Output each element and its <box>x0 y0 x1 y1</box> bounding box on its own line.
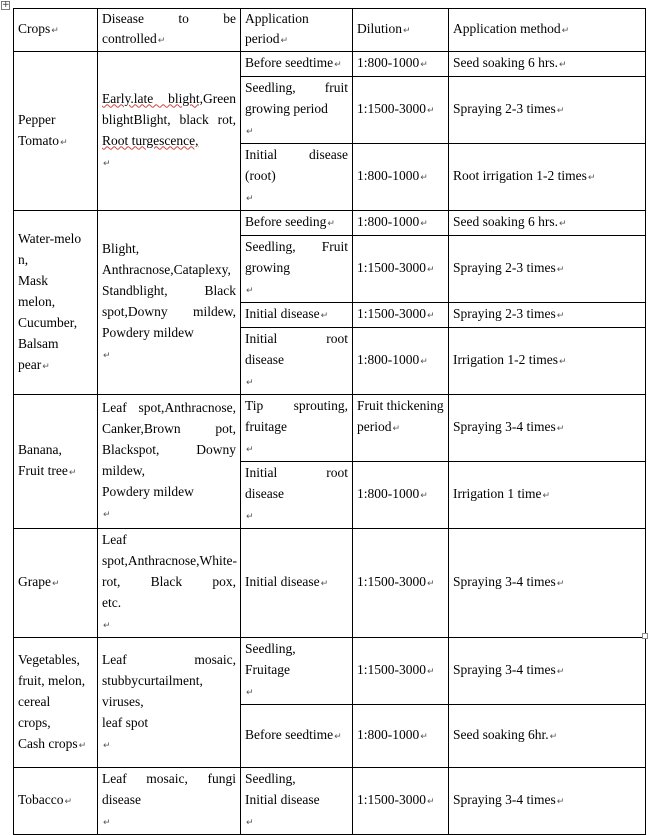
paragraph-mark-icon: ↵ <box>556 424 565 434</box>
period-cell <box>241 303 353 328</box>
cell-line: Initial root <box>245 331 348 346</box>
period-cell <box>241 211 353 236</box>
period-cell <box>241 144 353 211</box>
dilution-value: 1:1500-3000 <box>357 792 426 807</box>
cell-line: fruit, melon, <box>18 672 86 688</box>
paragraph-mark-icon: ↵ <box>420 491 428 501</box>
cell-line: Mask <box>18 272 48 288</box>
method-cell <box>449 144 646 211</box>
cell-line: Before seedtime <box>245 727 334 742</box>
paragraph-mark-icon: ↵ <box>246 688 254 698</box>
cell-line: Anthracnose, Canker, <box>102 400 236 436</box>
paragraph-mark-icon: ↵ <box>51 579 60 589</box>
paragraph-mark-icon: ↵ <box>559 219 567 229</box>
table-row <box>14 395 646 462</box>
disease-cell <box>98 395 241 529</box>
paragraph-mark-icon: ↵ <box>420 732 428 742</box>
header-row <box>14 9 646 52</box>
dilution-cell <box>353 211 449 236</box>
method-value: Root irrigation 1-2 times <box>453 168 587 183</box>
cell-line: growing <box>245 260 290 275</box>
period-cell <box>241 328 353 395</box>
period-cell <box>241 395 353 462</box>
dilution-cell <box>353 395 449 462</box>
cell-line: Balsam pear <box>18 335 59 372</box>
cell-line: Seedling, Fruit <box>245 239 348 254</box>
paragraph-mark-icon: ↵ <box>587 173 596 183</box>
method-value: Spraying 3-4 times <box>453 662 556 677</box>
cell-line: Seedling, <box>245 641 296 656</box>
cell-line: fruitage <box>245 419 287 434</box>
dilution-value: Fruit thickening period <box>357 398 444 434</box>
cell-line: Vegetables, <box>18 651 80 667</box>
paragraph-mark-icon: ↵ <box>556 106 565 116</box>
crop-cell <box>14 768 98 835</box>
paragraph-mark-icon: ↵ <box>246 818 254 828</box>
paragraph-mark-icon: ↵ <box>103 510 111 520</box>
cell-line: Grape <box>18 574 51 589</box>
paragraph-mark-icon: ↵ <box>327 219 335 229</box>
paragraph-mark-icon: ↵ <box>320 579 329 589</box>
paragraph-mark-icon: ↵ <box>246 194 254 204</box>
paragraph-mark-icon: ↵ <box>246 378 254 388</box>
paragraph-mark-icon: ↵ <box>78 740 87 751</box>
cell-line: Green blight <box>102 90 236 127</box>
disease-cell <box>98 529 241 638</box>
method-cell <box>449 395 646 462</box>
cell-line: Leaf spot, <box>102 400 165 415</box>
paragraph-mark-icon: ↵ <box>549 732 558 742</box>
paragraph-mark-icon: ↵ <box>64 797 73 807</box>
dilution-cell <box>353 303 449 328</box>
paragraph-mark-icon: ↵ <box>60 137 68 148</box>
cell-line: melon, <box>18 293 56 309</box>
table-row <box>14 211 646 236</box>
cell-line: etc. <box>102 595 122 610</box>
cell-line: disease <box>245 352 284 367</box>
paragraph-mark-icon: ↵ <box>246 127 254 137</box>
method-cell <box>449 52 646 77</box>
paragraph-mark-icon: ↵ <box>427 311 435 321</box>
period-cell <box>241 236 353 303</box>
method-value: Seed soaking 6 hrs. <box>453 55 558 70</box>
paragraph-mark-icon: ↵ <box>427 106 435 116</box>
dilution-value: 1:1500-3000 <box>357 574 426 589</box>
cell-line: Pepper <box>18 111 56 127</box>
cell-line: Tip sprouting, <box>245 398 348 413</box>
cell-line: Powdery mildew <box>102 484 194 499</box>
cell-line: spot, Downy mildew, <box>102 442 236 478</box>
cell-line: Fruitage <box>245 662 290 677</box>
dilution-value: 1:800-1000 <box>357 214 420 229</box>
dilution-cell <box>353 328 449 395</box>
paragraph-mark-icon: ↵ <box>68 468 77 478</box>
period-cell <box>241 462 353 529</box>
crop-cell <box>14 211 98 395</box>
dilution-cell <box>353 52 449 77</box>
cell-line: n, <box>18 251 29 267</box>
cell-line: Banana, <box>18 442 62 457</box>
paragraph-mark-icon: ↵ <box>246 512 254 522</box>
paragraph-mark-icon: ↵ <box>103 818 111 828</box>
method-value: Spraying 2-3 times <box>453 101 556 116</box>
method-cell <box>449 328 646 395</box>
table-row <box>14 638 646 705</box>
cell-line: White-rot, Black pox, <box>102 553 237 589</box>
dilution-cell <box>353 705 449 768</box>
period-cell <box>241 52 353 77</box>
cell-line: growing period <box>245 101 328 116</box>
paragraph-mark-icon: ↵ <box>420 219 428 229</box>
paragraph-mark-icon: ↵ <box>556 667 565 677</box>
method-value: Spraying 2-3 times <box>453 306 556 321</box>
period-cell <box>241 77 353 144</box>
table-row <box>14 768 646 835</box>
method-cell <box>449 236 646 303</box>
method-cell <box>449 77 646 144</box>
cell-line: Water-melo <box>18 230 82 246</box>
paragraph-mark-icon: ↵ <box>42 361 50 372</box>
cell-line: Blight, black rot, <box>133 111 236 127</box>
method-value: Spraying 3-4 times <box>453 792 556 807</box>
table-row <box>14 52 646 77</box>
dilution-value: 1:800-1000 <box>357 486 420 501</box>
header-period: Application period↵ <box>241 9 353 52</box>
crop-cell <box>14 395 98 529</box>
method-value: Irrigation 1-2 times <box>453 352 558 367</box>
period-cell <box>241 638 353 705</box>
method-value: Spraying 2-3 times <box>453 260 556 275</box>
cell-line: Brown pot, Black <box>102 421 236 457</box>
cell-line: Initial disease <box>245 147 348 162</box>
dilution-value: 1:800-1000 <box>357 352 420 367</box>
table-move-handle-icon[interactable]: + <box>2 0 10 10</box>
method-cell <box>449 638 646 705</box>
method-cell <box>449 705 646 768</box>
paragraph-mark-icon: ↵ <box>334 60 342 70</box>
application-table <box>13 8 646 835</box>
dilution-value: 1:1500-3000 <box>357 306 426 321</box>
paragraph-mark-icon: ↵ <box>427 667 435 677</box>
cell-line: Tomato <box>18 132 60 148</box>
paragraph-mark-icon: ↵ <box>392 424 401 434</box>
period-cell <box>241 529 353 638</box>
cell-line: Seedling, fruit <box>245 80 348 95</box>
table-resize-handle-icon[interactable] <box>642 633 648 639</box>
method-cell <box>449 768 646 835</box>
dilution-cell <box>353 462 449 529</box>
dilution-cell <box>353 638 449 705</box>
dilution-cell <box>353 768 449 835</box>
cell-line: Powdery mildew <box>102 325 194 340</box>
disease-cell <box>98 768 241 835</box>
method-value: Spraying 3-4 times <box>453 574 556 589</box>
paragraph-mark-icon: ↵ <box>427 265 435 275</box>
cell-line: Anthracnose, <box>127 553 200 568</box>
cell-line: Blight, Anthracnose, <box>102 241 174 277</box>
paragraph-mark-icon: ↵ <box>559 60 567 70</box>
cell-line: Cash crops <box>18 735 78 751</box>
method-cell <box>449 529 646 638</box>
cell-line: Root turgescence, <box>102 132 199 148</box>
cell-line: Tobacco <box>18 792 64 807</box>
paragraph-mark-icon: ↵ <box>334 732 342 742</box>
crop-cell <box>14 638 98 768</box>
cell-line: Initial root <box>245 465 348 480</box>
method-value: Irrigation 1 time <box>453 486 542 501</box>
dilution-value: 1:1500-3000 <box>357 101 426 116</box>
cell-line: disease <box>245 486 284 501</box>
dilution-value: 1:1500-3000 <box>357 260 426 275</box>
cell-line: Cataplexy, Stand <box>102 262 231 298</box>
dilution-value: 1:800-1000 <box>357 727 420 742</box>
cell-line: Leaf mosaic, stubby <box>102 651 236 688</box>
disease-cell <box>98 52 241 211</box>
cell-line: Early.late blight, <box>102 90 204 106</box>
method-value: Seed soaking 6hr. <box>453 727 549 742</box>
paragraph-mark-icon: ↵ <box>246 445 254 455</box>
paragraph-mark-icon: ↵ <box>103 740 111 751</box>
header-crops: Crops↵ <box>14 9 98 52</box>
method-cell <box>449 462 646 529</box>
paragraph-mark-icon: ↵ <box>246 286 254 296</box>
dilution-value: 1:800-1000 <box>357 55 420 70</box>
dilution-value: 1:800-1000 <box>357 168 420 183</box>
paragraph-mark-icon: ↵ <box>420 60 428 70</box>
cell-line: curtailment, viruses, <box>102 672 203 709</box>
cell-line: blight, Black spot, <box>102 283 236 319</box>
paragraph-mark-icon: ↵ <box>556 265 565 275</box>
cell-line: Leaf spot, <box>102 532 128 568</box>
method-value: Seed soaking 6 hrs. <box>453 214 558 229</box>
paragraph-mark-icon: ↵ <box>103 158 111 169</box>
cell-line: Initial disease <box>245 306 320 321</box>
dilution-cell <box>353 77 449 144</box>
dilution-cell <box>353 144 449 211</box>
paragraph-mark-icon: ↵ <box>420 173 428 183</box>
method-cell <box>449 303 646 328</box>
period-cell <box>241 768 353 835</box>
paragraph-mark-icon: ↵ <box>556 311 565 321</box>
paragraph-mark-icon: ↵ <box>427 797 435 807</box>
cell-line: (root) <box>245 168 276 183</box>
disease-cell <box>98 638 241 768</box>
paragraph-mark-icon: ↵ <box>427 579 435 589</box>
paragraph-mark-icon: ↵ <box>556 797 565 807</box>
paragraph-mark-icon: ↵ <box>320 311 329 321</box>
cell-line: Downy mildew, <box>127 304 236 319</box>
paragraph-mark-icon: ↵ <box>420 357 428 367</box>
header-disease: Disease to be controlled↵ <box>98 9 241 52</box>
cell-line: crops, <box>18 714 51 730</box>
cell-line: Seedling, <box>245 771 296 786</box>
cell-line: Before seedtime <box>245 55 334 70</box>
table-row <box>14 529 646 638</box>
header-dilution: Dilution↵ <box>353 9 449 52</box>
crop-cell <box>14 529 98 638</box>
cell-line: Cucumber, <box>18 314 78 330</box>
cell-line: Leaf mosaic, fungi <box>102 771 236 786</box>
paragraph-mark-icon: ↵ <box>542 491 551 501</box>
method-value: Spraying 3-4 times <box>453 419 556 434</box>
cell-line: cereal <box>18 693 51 709</box>
period-cell <box>241 705 353 768</box>
disease-cell <box>98 211 241 395</box>
paragraph-mark-icon: ↵ <box>103 351 111 361</box>
paragraph-mark-icon: ↵ <box>103 621 111 631</box>
cell-line: Initial disease <box>245 792 320 807</box>
cell-line: Initial disease <box>245 574 320 589</box>
paragraph-mark-icon: ↵ <box>556 579 565 589</box>
dilution-cell <box>353 236 449 303</box>
method-cell <box>449 211 646 236</box>
cell-line: Fruit tree <box>18 463 68 478</box>
cell-line: Before seeding <box>245 214 327 229</box>
header-method: Application method↵ <box>449 9 646 52</box>
dilution-value: 1:1500-3000 <box>357 662 426 677</box>
crop-cell <box>14 52 98 211</box>
cell-line: leaf spot <box>102 714 149 730</box>
paragraph-mark-icon: ↵ <box>558 357 567 367</box>
dilution-cell <box>353 529 449 638</box>
cell-line: disease <box>102 792 141 807</box>
table-body <box>14 9 646 835</box>
